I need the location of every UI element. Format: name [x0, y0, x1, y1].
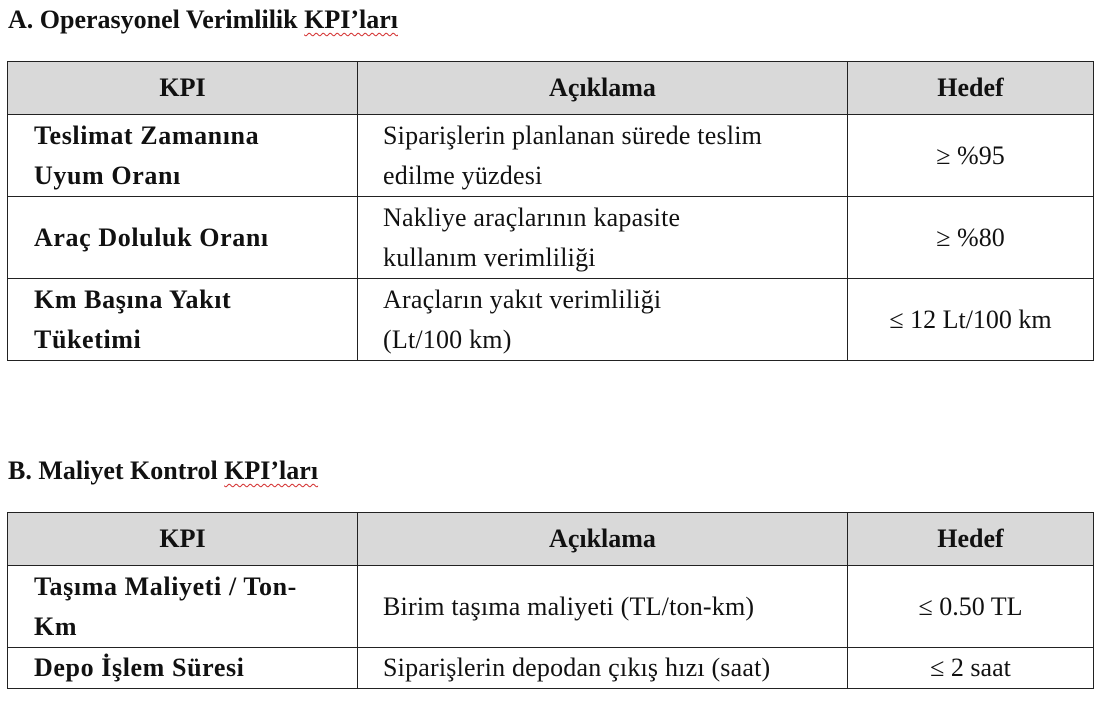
- column-header-description: Açıklama: [358, 62, 848, 115]
- section-a-heading-text: A. Operasyonel Verimlilik: [8, 5, 305, 34]
- target-cell: ≥ %80: [848, 197, 1094, 279]
- description-cell: Birim taşıma maliyeti (TL/ton-km): [358, 566, 848, 648]
- kpi-name-line: Km: [34, 611, 78, 641]
- target-cell: ≥ %95: [848, 115, 1094, 197]
- kpi-name-cell: [8, 115, 358, 197]
- kpi-name-line: Uyum Oranı: [34, 160, 181, 190]
- description-line: Nakliye araçlarının kapasite: [383, 202, 681, 232]
- kpi-name-line: Teslimat Zamanına: [34, 120, 260, 150]
- description-line: Siparişlerin planlanan sürede teslim: [383, 120, 763, 150]
- cost-control-kpi-table: [7, 512, 1094, 689]
- kpi-name-cell: [8, 566, 358, 648]
- kpi-name-line: Km Başına Yakıt: [34, 284, 232, 314]
- column-header-target: Hedef: [848, 62, 1094, 115]
- table-row: [8, 648, 1094, 689]
- column-header-kpi: KPI: [8, 513, 358, 566]
- table-header-row: [8, 513, 1094, 566]
- kpi-name-cell: [8, 279, 358, 361]
- target-cell: ≤ 0.50 TL: [848, 566, 1094, 648]
- kpi-name-cell: Depo İşlem Süresi: [8, 648, 358, 689]
- column-header-kpi: KPI: [8, 62, 358, 115]
- target-cell: ≤ 2 saat: [848, 648, 1094, 689]
- table-row: [8, 279, 1094, 361]
- description-line: Araçların yakıt verimliliği: [383, 284, 662, 314]
- description-cell: [358, 197, 848, 279]
- table-row: [8, 197, 1094, 279]
- operational-efficiency-kpi-table: [7, 61, 1094, 361]
- description-line: kullanım verimliliği: [383, 242, 596, 272]
- description-line: edilme yüzdesi: [383, 160, 543, 190]
- section-b-heading: [8, 456, 318, 486]
- table-row: [8, 566, 1094, 648]
- table-row: [8, 115, 1094, 197]
- target-cell: ≤ 12 Lt/100 km: [848, 279, 1094, 361]
- section-b-heading-text: B. Maliyet Kontrol: [8, 456, 225, 485]
- section-a-heading: [8, 5, 398, 35]
- kpi-name-line: Taşıma Maliyeti / Ton-: [34, 571, 297, 601]
- description-cell: Siparişlerin depodan çıkış hızı (saat): [358, 648, 848, 689]
- kpi-name-line: Tüketimi: [34, 324, 142, 354]
- description-line: (Lt/100 km): [383, 324, 512, 354]
- description-cell: [358, 115, 848, 197]
- section-a-heading-kpi-word: KPI’ları: [304, 5, 398, 34]
- kpi-name-cell: Araç Doluluk Oranı: [8, 197, 358, 279]
- column-header-target: Hedef: [848, 513, 1094, 566]
- description-cell: [358, 279, 848, 361]
- column-header-description: Açıklama: [358, 513, 848, 566]
- section-b-heading-kpi-word: KPI’ları: [224, 456, 319, 485]
- table-header-row: [8, 62, 1094, 115]
